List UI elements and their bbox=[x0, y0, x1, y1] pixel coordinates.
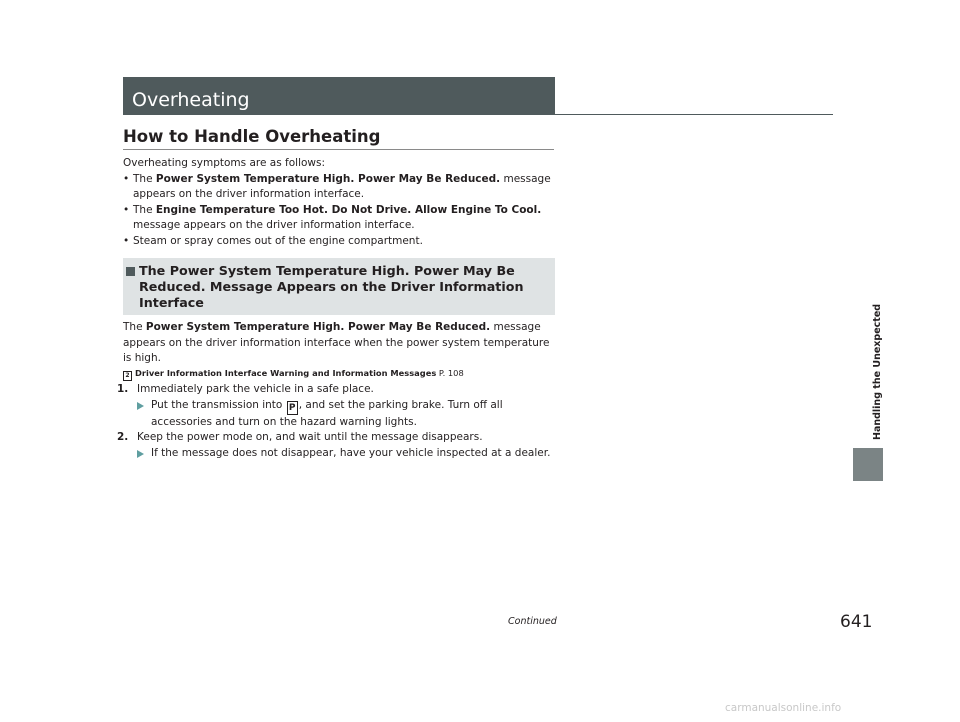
header-rule bbox=[555, 114, 833, 115]
step-number: 1. bbox=[117, 383, 129, 395]
side-chapter-label: Handling the Unexpected bbox=[872, 303, 883, 440]
sub-step: Put the transmission into P , and set the parking brake. Turn off all accessories and turn on the hazard warning lights. bbox=[137, 398, 557, 431]
section-title: Overheating bbox=[132, 89, 250, 111]
description-paragraph: The Power System Temperature High. Power May Be Reduced. message appears on the driver information interface when the power system temperature is high. bbox=[123, 321, 550, 365]
list-item: • The Engine Temperature Too Hot. Do Not Drive. Allow Engine To Cool. message appears on the driver information interface. bbox=[123, 203, 542, 232]
list-item: • Steam or spray comes out of the engine compartment. bbox=[123, 234, 555, 250]
bullet-glyph: • bbox=[123, 234, 130, 247]
cross-reference-link[interactable] bbox=[123, 368, 464, 381]
list-item: • The Power System Temperature High. Power May Be Reduced. message appears on the driver information interface. bbox=[123, 172, 551, 201]
bullet-glyph: • bbox=[123, 172, 130, 185]
reference-arrow-icon: 2 bbox=[123, 371, 132, 381]
continued-label: Continued bbox=[508, 616, 557, 627]
page-title: How to Handle Overheating bbox=[123, 127, 381, 146]
cross-reference-title[interactable]: Driver Information Interface Warning and Information Messages bbox=[135, 368, 437, 378]
symptom-list bbox=[123, 172, 555, 250]
step-text: Immediately park the vehicle in a safe place. bbox=[137, 383, 374, 395]
watermark: carmanualsonline.info bbox=[725, 702, 842, 714]
subheading: The Power System Temperature High. Power May Be Reduced. Message Appears on the Driver Information Interface bbox=[139, 263, 524, 310]
procedure-steps bbox=[117, 382, 557, 461]
arrow-right-icon bbox=[137, 402, 144, 410]
step-2 bbox=[117, 430, 557, 461]
cross-reference-page: P. 108 bbox=[436, 368, 464, 378]
intro-lead: Overheating symptoms are as follows: bbox=[123, 157, 326, 169]
intro-block bbox=[123, 156, 555, 250]
square-bullet-icon bbox=[126, 267, 135, 276]
arrow-right-icon bbox=[137, 450, 144, 458]
section-header-bar bbox=[123, 77, 555, 115]
title-rule bbox=[123, 149, 554, 150]
gear-p-icon: P bbox=[287, 401, 298, 415]
step-1 bbox=[117, 382, 557, 430]
bullet-glyph: • bbox=[123, 203, 130, 216]
sub-step: If the message does not disappear, have your vehicle inspected at a dealer. bbox=[137, 446, 557, 462]
page-number: 641 bbox=[840, 612, 873, 632]
subheading-box bbox=[123, 258, 555, 315]
step-text: Keep the power mode on, and wait until the message disappears. bbox=[137, 431, 483, 444]
chapter-tab[interactable] bbox=[853, 448, 883, 481]
step-number: 2. bbox=[117, 431, 129, 444]
